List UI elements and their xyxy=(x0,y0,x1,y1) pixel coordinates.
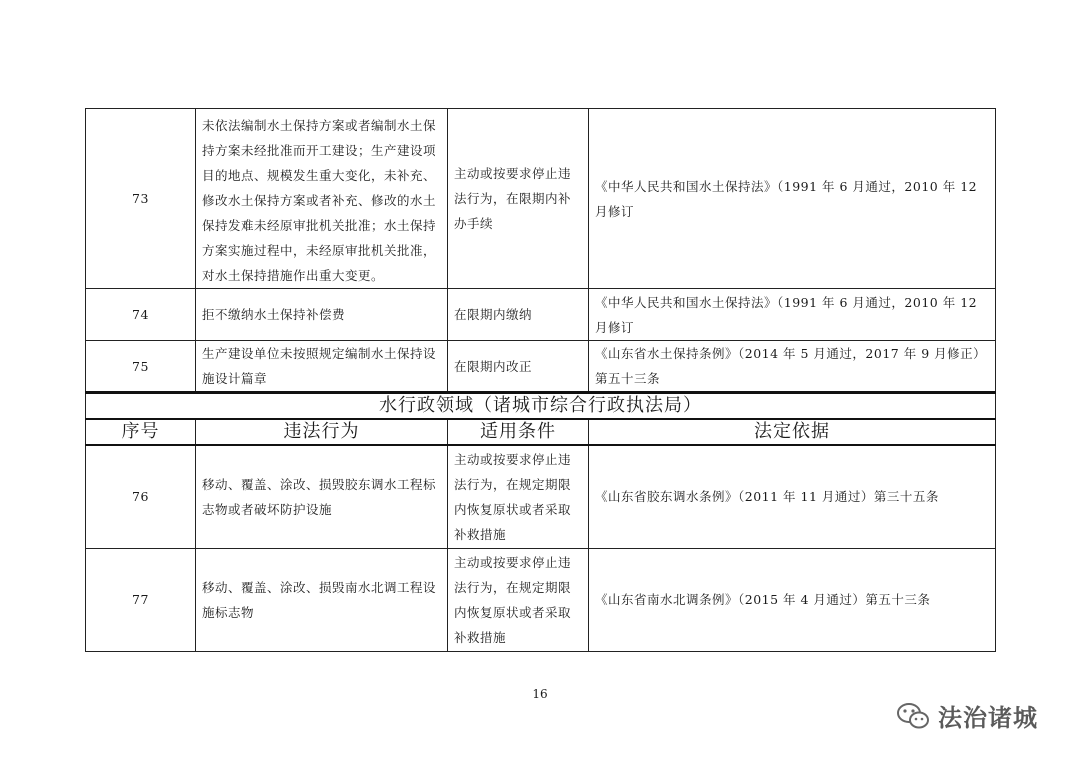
legal-basis-cell: 《山东省胶东调水条例》（2011 年 11 月通过）第三十五条 xyxy=(589,445,996,548)
row-number: 76 xyxy=(86,445,196,548)
violation-cell: 生产建设单位未按照规定编制水土保持设施设计篇章 xyxy=(196,341,448,393)
section-title: 水行政领域（诸城市综合行政执法局） xyxy=(86,393,996,420)
violation-cell: 移动、覆盖、涂改、损毁南水北调工程设施标志物 xyxy=(196,548,448,651)
condition-cell: 在限期内缴纳 xyxy=(448,289,589,341)
header-legal-basis: 法定依据 xyxy=(589,419,996,445)
legal-basis-cell: 《山东省南水北调条例》（2015 年 4 月通过）第五十三条 xyxy=(589,548,996,651)
watermark xyxy=(896,698,1038,733)
legal-basis-cell: 《中华人民共和国水土保持法》（1991 年 6 月通过，2010 年 12 月修订 xyxy=(589,109,996,289)
violation-cell: 拒不缴纳水土保持补偿费 xyxy=(196,289,448,341)
violation-cell: 未依法编制水土保持方案或者编制水土保持方案未经批准而开工建设；生产建设项目的地点、规模发生重大变化，未补充、修改水土保持方案或者补充、修改的水土保持发难未经原审批机关批准；水土保持方案实施过程中，未经原审批机关批准，对水土保持措施作出重大变更。 xyxy=(196,109,448,289)
legal-basis-cell: 《中华人民共和国水土保持法》（1991 年 6 月通过，2010 年 12 月修订 xyxy=(589,289,996,341)
condition-cell: 在限期内改正 xyxy=(448,341,589,393)
table-row xyxy=(86,445,996,548)
enforcement-table xyxy=(85,108,996,652)
watermark-text: 法治诸城 xyxy=(938,704,1038,732)
header-number: 序号 xyxy=(86,419,196,445)
header-condition: 适用条件 xyxy=(448,419,589,445)
table-row xyxy=(86,548,996,651)
row-number: 77 xyxy=(86,548,196,651)
wechat-icon xyxy=(896,701,930,731)
page-number: 16 xyxy=(532,687,548,701)
row-number: 73 xyxy=(86,109,196,289)
section-title-row xyxy=(86,393,996,420)
table-row xyxy=(86,341,996,393)
condition-cell: 主动或按要求停止违法行为，在限期内补办手续 xyxy=(448,109,589,289)
header-violation: 违法行为 xyxy=(196,419,448,445)
row-number: 74 xyxy=(86,289,196,341)
header-row xyxy=(86,419,996,445)
legal-basis-cell: 《山东省水土保持条例》（2014 年 5 月通过，2017 年 9 月修正）第五十三条 xyxy=(589,341,996,393)
table-row xyxy=(86,109,996,289)
condition-cell: 主动或按要求停止违法行为，在规定期限内恢复原状或者采取补救措施 xyxy=(448,445,589,548)
row-number: 75 xyxy=(86,341,196,393)
table-row xyxy=(86,289,996,341)
violation-cell: 移动、覆盖、涂改、损毁胶东调水工程标志物或者破坏防护设施 xyxy=(196,445,448,548)
condition-cell: 主动或按要求停止违法行为，在规定期限内恢复原状或者采取补救措施 xyxy=(448,548,589,651)
